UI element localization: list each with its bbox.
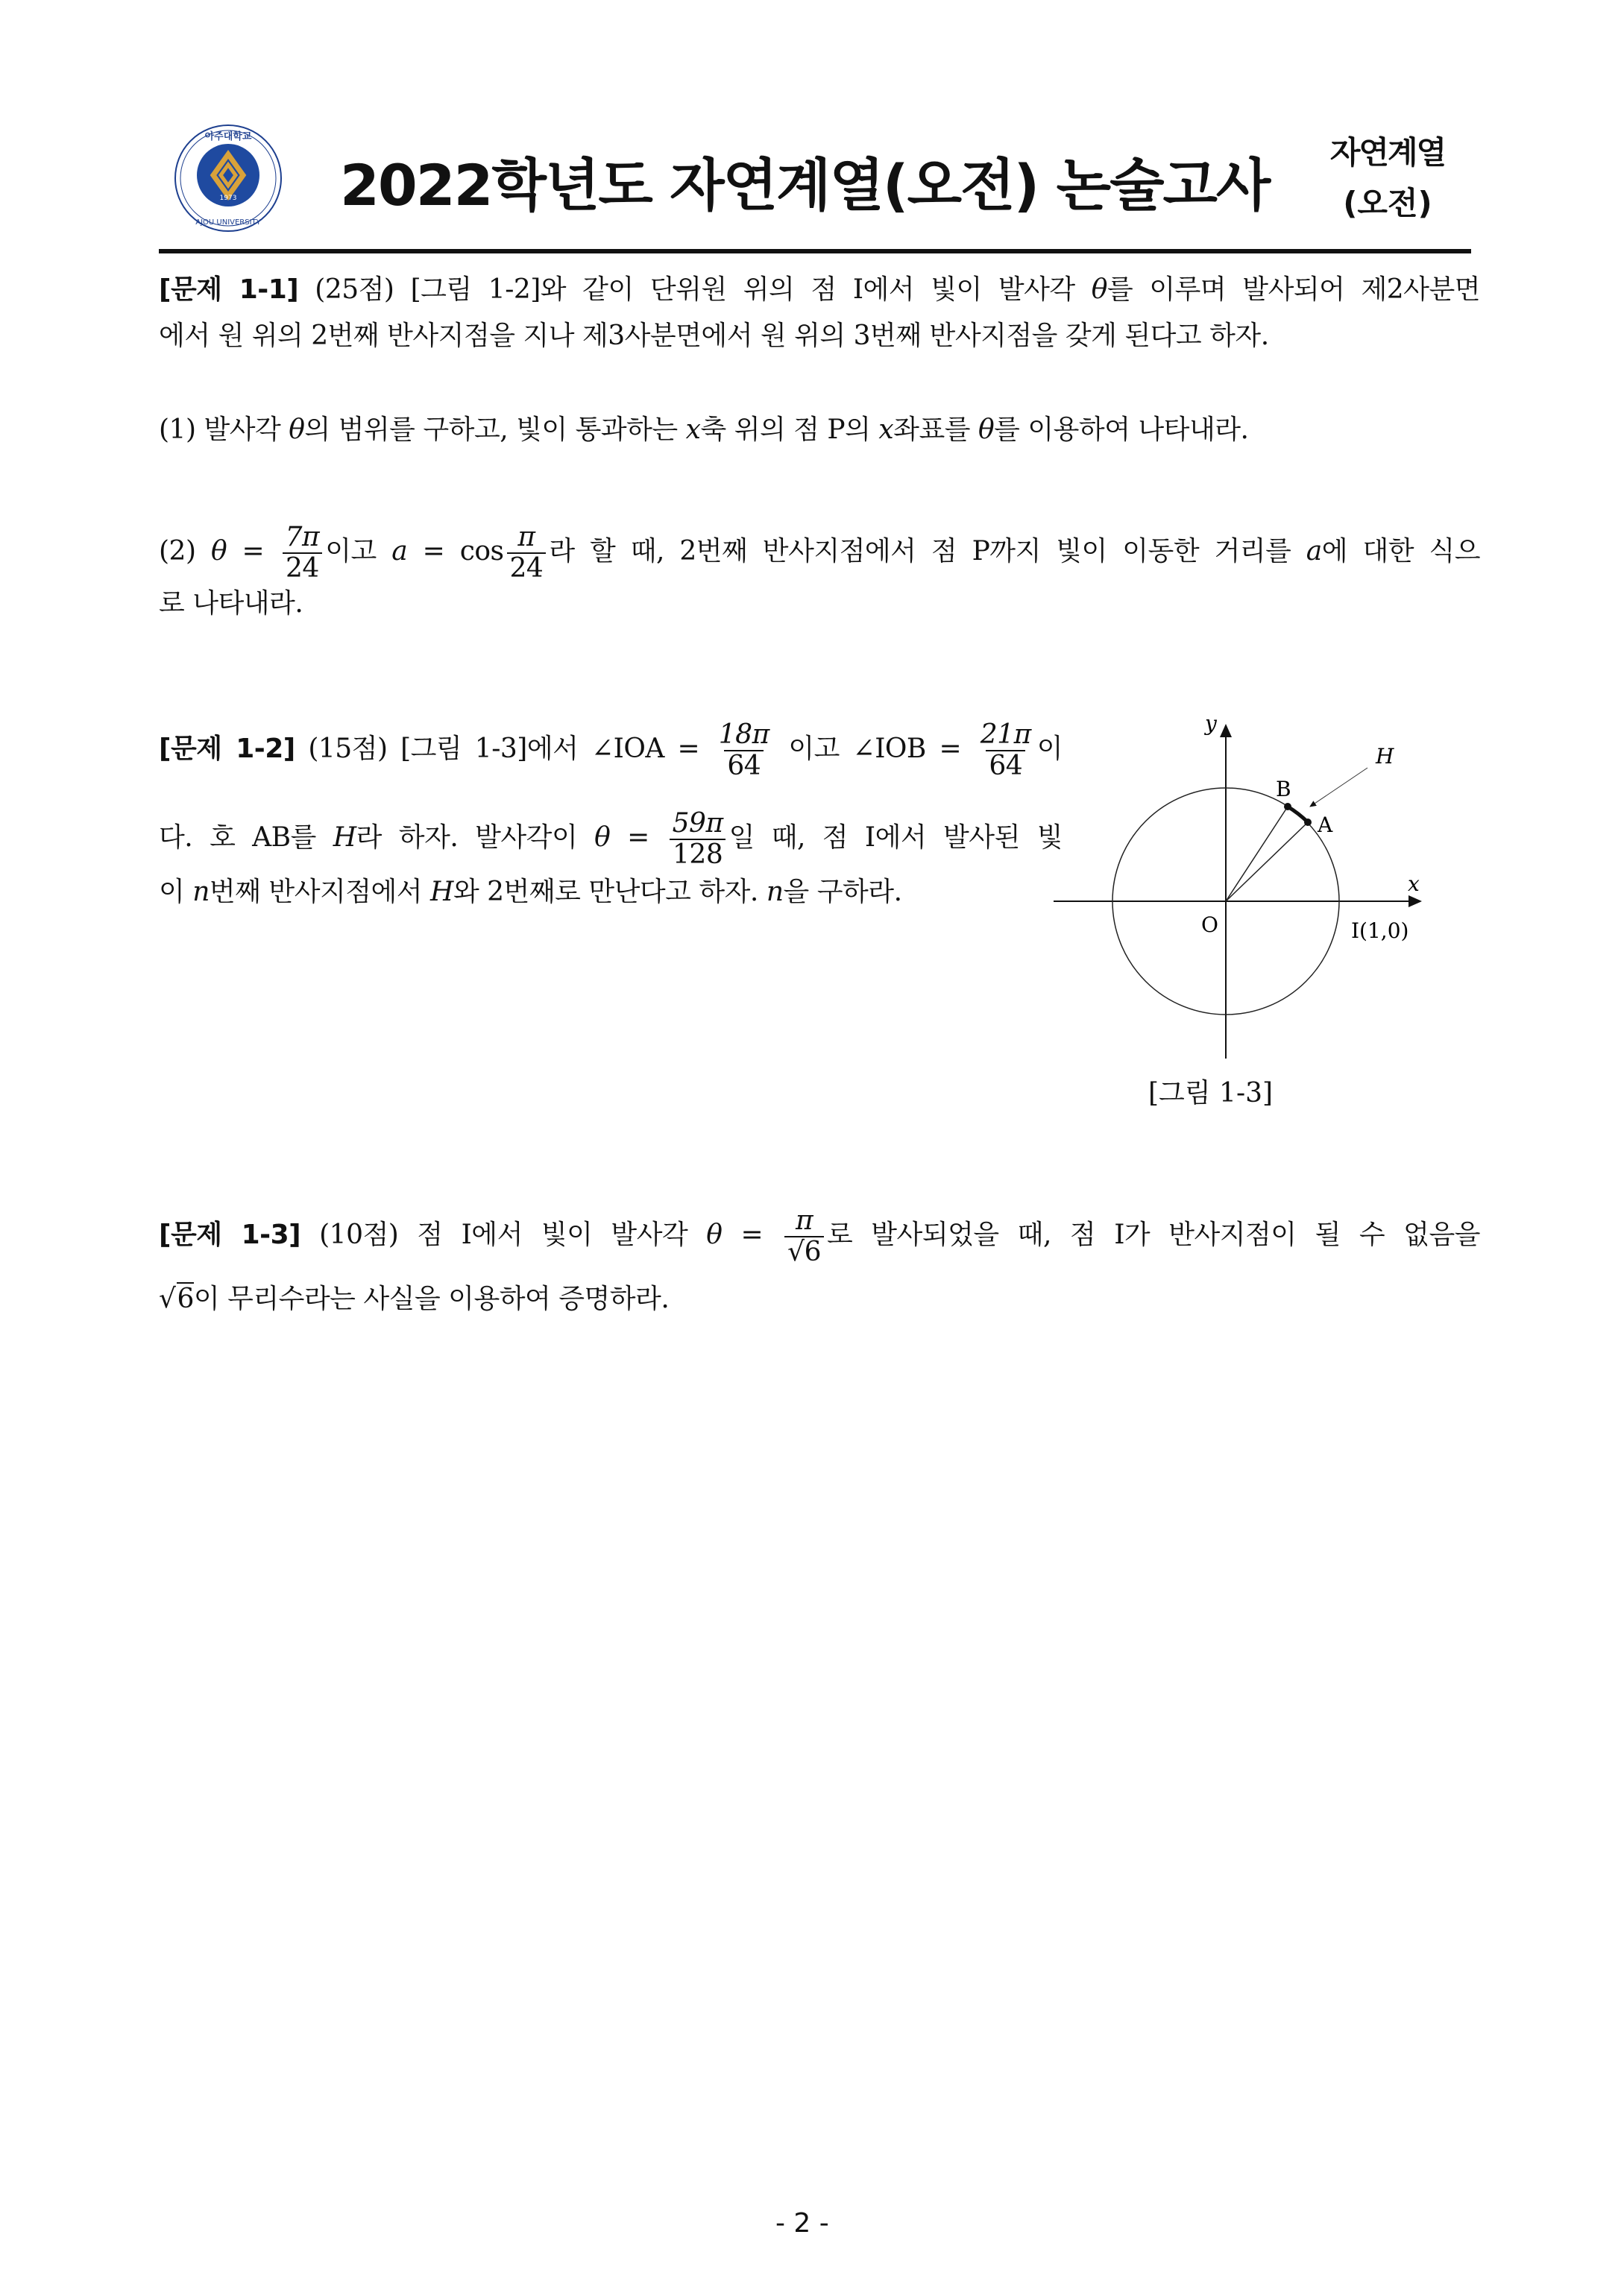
math-symbol: H [333,822,356,853]
fraction-denominator: 24 [507,552,547,584]
unit-circle-figure [1044,701,1461,1118]
fraction-numerator: 7π [285,522,320,552]
label-point-i: I(1,0) [1351,918,1409,943]
arc-h [1288,807,1308,822]
label-x: x [1408,871,1420,896]
text-segment: = [722,1220,782,1250]
svg-text:AJOU UNIVERSITY: AJOU UNIVERSITY [195,218,261,227]
math-symbol: n [192,877,210,907]
fraction-numerator: π [517,522,535,552]
label-arc-h: H [1376,744,1394,769]
text-segment: 이고 ∠IOB = [775,734,975,764]
text-segment: 이 무리수라는 사실을 이용하여 증명하라. [193,1284,670,1314]
text-segment: (10점) 점 I에서 빛이 발사각 [300,1220,707,1250]
problem-1-1-line [159,414,1248,447]
university-logo [173,123,283,233]
text-segment: 의 범위를 구하고, 빛이 통과하는 [304,414,686,445]
fraction-denominator: 24 [283,552,322,584]
text-segment: 이 [159,877,193,907]
text-segment: (25점) [그림 1-2]와 같이 단위원 위의 점 I에서 빛이 발사각 [298,274,1092,305]
text-segment: 일 때, 점 I에서 발사된 빛 [728,822,1063,853]
text-segment: 번째 반사지점에서 [209,877,431,907]
fraction-denominator: √6 [784,1236,824,1267]
text-segment: 이고 [325,536,392,567]
math-symbol: n [766,877,784,907]
fraction-numerator: 59π [672,808,723,839]
arc-pointer-arrow [1310,768,1367,807]
math-symbol: H [430,877,453,907]
text-segment: 을 구하라. [783,877,902,907]
math-symbol: θ [1091,274,1107,305]
session-tag: (오전) [1343,185,1432,221]
label-point-a: A [1318,813,1333,837]
text-segment: 와 2번째로 만난다고 하자. [453,877,767,907]
math-symbol: θ [289,414,305,445]
problem-label: [문제 1-1] [159,274,299,305]
page-title: 2022학년도 자연계열(오전) 논술고사 [340,152,1270,218]
math-symbol: θ [594,822,611,853]
fraction-denominator: 128 [670,839,725,870]
text-segment: 에서 원 위의 2번째 반사지점을 지나 제3사분면에서 원 위의 3번째 반사지점을 갖게 된다고 하자. [159,321,1269,351]
math-symbol: a [1306,536,1322,567]
page-number: - 2 - [775,2208,829,2239]
svg-text:아주대학교: 아주대학교 [204,131,252,142]
problem-1-3-line [159,1283,669,1316]
text-segment: 라 할 때, 2번째 반사지점에서 점 P까지 빛이 이동한 거리를 [549,536,1306,567]
problem-1-2-line [159,720,1063,781]
problem-1-1-line [159,523,1480,584]
problem-1-1-line [159,274,1480,306]
fraction [507,523,547,584]
math-symbol: θ [706,1220,723,1250]
problem-1-1-line [159,587,303,620]
text-segment: 를 이루며 발사되어 제2사분면 [1107,274,1481,305]
header-divider [159,249,1471,253]
text-segment: = [610,822,667,853]
radicand: 6 [177,1284,194,1314]
fraction [978,720,1034,781]
label-origin: O [1201,912,1218,937]
label-point-b: B [1276,777,1291,801]
math-symbol: x [878,414,894,445]
math-symbol: θ [978,414,995,445]
text-segment: = [227,536,280,567]
text-segment: 축 위의 점 P의 [700,414,879,445]
text-segment: 라 하자. 발사각이 [356,822,595,853]
math-symbol: a [391,536,408,567]
text-segment: 좌표를 [893,414,978,445]
category-tag: 자연계열 [1329,134,1446,171]
fraction-numerator: 21π [980,719,1031,750]
text-segment: 로 발사되었을 때, 점 I가 반사지점이 될 수 없음을 [827,1220,1480,1250]
figure-caption: [그림 1-3] [1148,1078,1274,1108]
text-segment: 로 나타내라. [159,588,303,619]
radical-sign-icon: √ [159,1284,176,1314]
fraction [283,523,323,584]
problem-label: [문제 1-3] [159,1220,301,1250]
problem-label: [문제 1-2] [159,734,295,764]
fraction-denominator: 64 [986,750,1025,781]
label-y: y [1205,711,1217,736]
text-segment: (15점) [그림 1-3]에서 ∠IOA = [295,734,713,764]
problem-1-3-line [159,1206,1480,1267]
fraction-numerator: π [795,1205,813,1236]
fraction-denominator: 64 [724,750,764,781]
problem-1-1-line [159,320,1269,353]
segment-oa [1226,822,1308,901]
math-symbol: θ [210,536,227,567]
problem-1-2-line [159,809,1063,870]
fraction-numerator: 18π [718,719,769,750]
problem-1-2-line [159,876,902,909]
fraction [784,1206,824,1267]
fraction [670,809,726,870]
point-b [1284,803,1291,810]
svg-text:1973: 1973 [219,195,237,202]
text-segment: (2) [159,536,211,567]
math-symbol: x [685,414,701,445]
text-segment: 를 이용하여 나타내라. [994,414,1249,445]
text-segment: (1) 발사각 [159,414,289,445]
fraction [716,720,772,781]
text-segment: = cos [407,536,504,567]
segment-ob [1226,807,1288,901]
text-segment: 이 [1036,734,1063,764]
text-segment: 다. 호 AB를 [159,822,333,853]
point-a [1304,819,1312,826]
square-root [159,1284,194,1314]
text-segment: 에 대한 식으 [1321,536,1480,567]
